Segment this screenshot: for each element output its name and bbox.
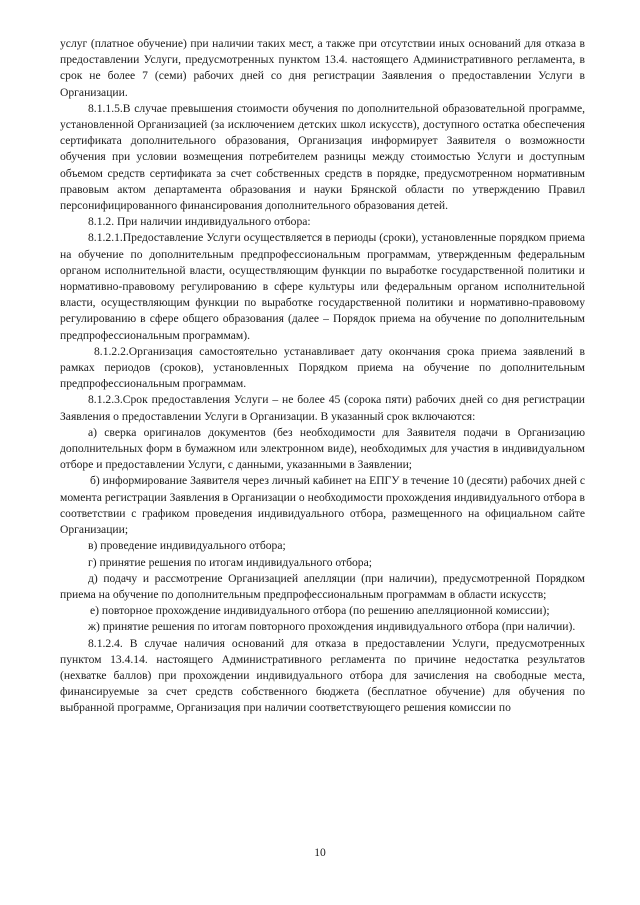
- list-item-g: г) принятие решения по итогам индивидуального отбора;: [88, 555, 372, 569]
- list-item-a: а) сверка оригиналов документов (без необходимости для Заявителя подачи в Организацию дополнительных форм в бумажном или электронном виде), необходимых для участия в индивидуальном отборе и предоставлении Услуги, с данными, указанными в Заявлении;: [60, 425, 585, 472]
- paragraph-8-1-2-4: 8.1.2.4. В случае наличия оснований для отказа в предоставлении Услуги, предусмотренных пунктом 13.4.14. настоящего Административного регламента по причине недостатка результатов (нехватке баллов) при прохождении индивидуального отбора для зачисления на свободные места, финансируемые за счет средств собственного бюджета (бесплатное обучение) для обучения по выбранной программе, Организация при наличии соответствующего решения комиссии по: [60, 636, 585, 715]
- list-item-v: в) проведение индивидуального отбора;: [88, 539, 286, 553]
- paragraph-8-1-1-5: 8.1.1.5.В случае превышения стоимости обучения по дополнительной образовательной программе, установленной Организацией (за исключением детских школ искусств), доступного остатка обеспечения сертификата дополнительного образования, Организация информирует Заявителя о возможности обучения при условии возмещения потребителем разницы между стоимостью Услуги и доступным объемом средств сертификата за счет собственных средств в порядке, предусмотренном нормативным правовым актом департамента образования и науки Брянской области по утверждению Правил персонифицированного финансирования дополнительного образования детей.: [60, 101, 585, 213]
- list-item-zh: ж) принятие решения по итогам повторного прохождения индивидуального отбора (при наличии).: [88, 620, 576, 634]
- list-item-d: д) подачу и рассмотрение Организацией апелляции (при наличии), предусмотренной Порядком приема на обучение по дополнительным предпрофессиональным программам в области искусств;: [60, 571, 585, 601]
- list-item-b: б) информирование Заявителя через личный кабинет на ЕПГУ в течение 10 (десяти) рабочих дней с момента регистрации Заявления в Организации о необходимости прохождения индивидуального отбора в соответствии с графиком проведения индивидуального отбора, размещенного на официальном сайте Организации;: [60, 474, 585, 537]
- paragraph-continuation: услуг (платное обучение) при наличии таких мест, а также при отсутствии иных оснований для отказа в предоставлении Услуги, предусмотренных пунктом 13.4. настоящего Административного регламента, в срок не более 7 (семи) рабочих дней со дня регистрации Заявления о предоставлении Услуги в Организации.: [60, 37, 585, 99]
- document-page: [60, 36, 585, 717]
- list-item-e: е) повторное прохождение индивидуального отбора (по решению апелляционной комиссии);: [90, 604, 550, 618]
- paragraph-8-1-2-2: 8.1.2.2.Организация самостоятельно устанавливает дату окончания срока приема заявлений в рамках периодов (сроков), установленных Порядком приема на обучение по дополнительным предпрофессиональным программам.: [60, 344, 585, 391]
- paragraph-8-1-2-3: 8.1.2.3.Срок предоставления Услуги – не более 45 (сорока пяти) рабочих дней со дня регистрации Заявления о предоставлении Услуги в Организации. В указанный срок включаются:: [60, 393, 585, 423]
- page-number: 10: [314, 846, 326, 859]
- paragraph-8-1-2: 8.1.2. При наличии индивидуального отбора:: [88, 215, 311, 229]
- paragraph-8-1-2-1: 8.1.2.1.Предоставление Услуги осуществляется в периоды (сроки), установленные порядком приема на обучение по дополнительным предпрофессиональным программам, утвержденным федеральным органом исполнительной власти, осуществляющим функции по выработке государственной политики и нормативно-правовому регулированию в сфере культуры или федеральным органом исполнительной власти, осуществляющим функции по выработке государственной политики и нормативно-правовому регулированию в сфере общего образования (далее – Порядок приема на обучение по дополнительным предпрофессиональным программам).: [60, 231, 585, 342]
